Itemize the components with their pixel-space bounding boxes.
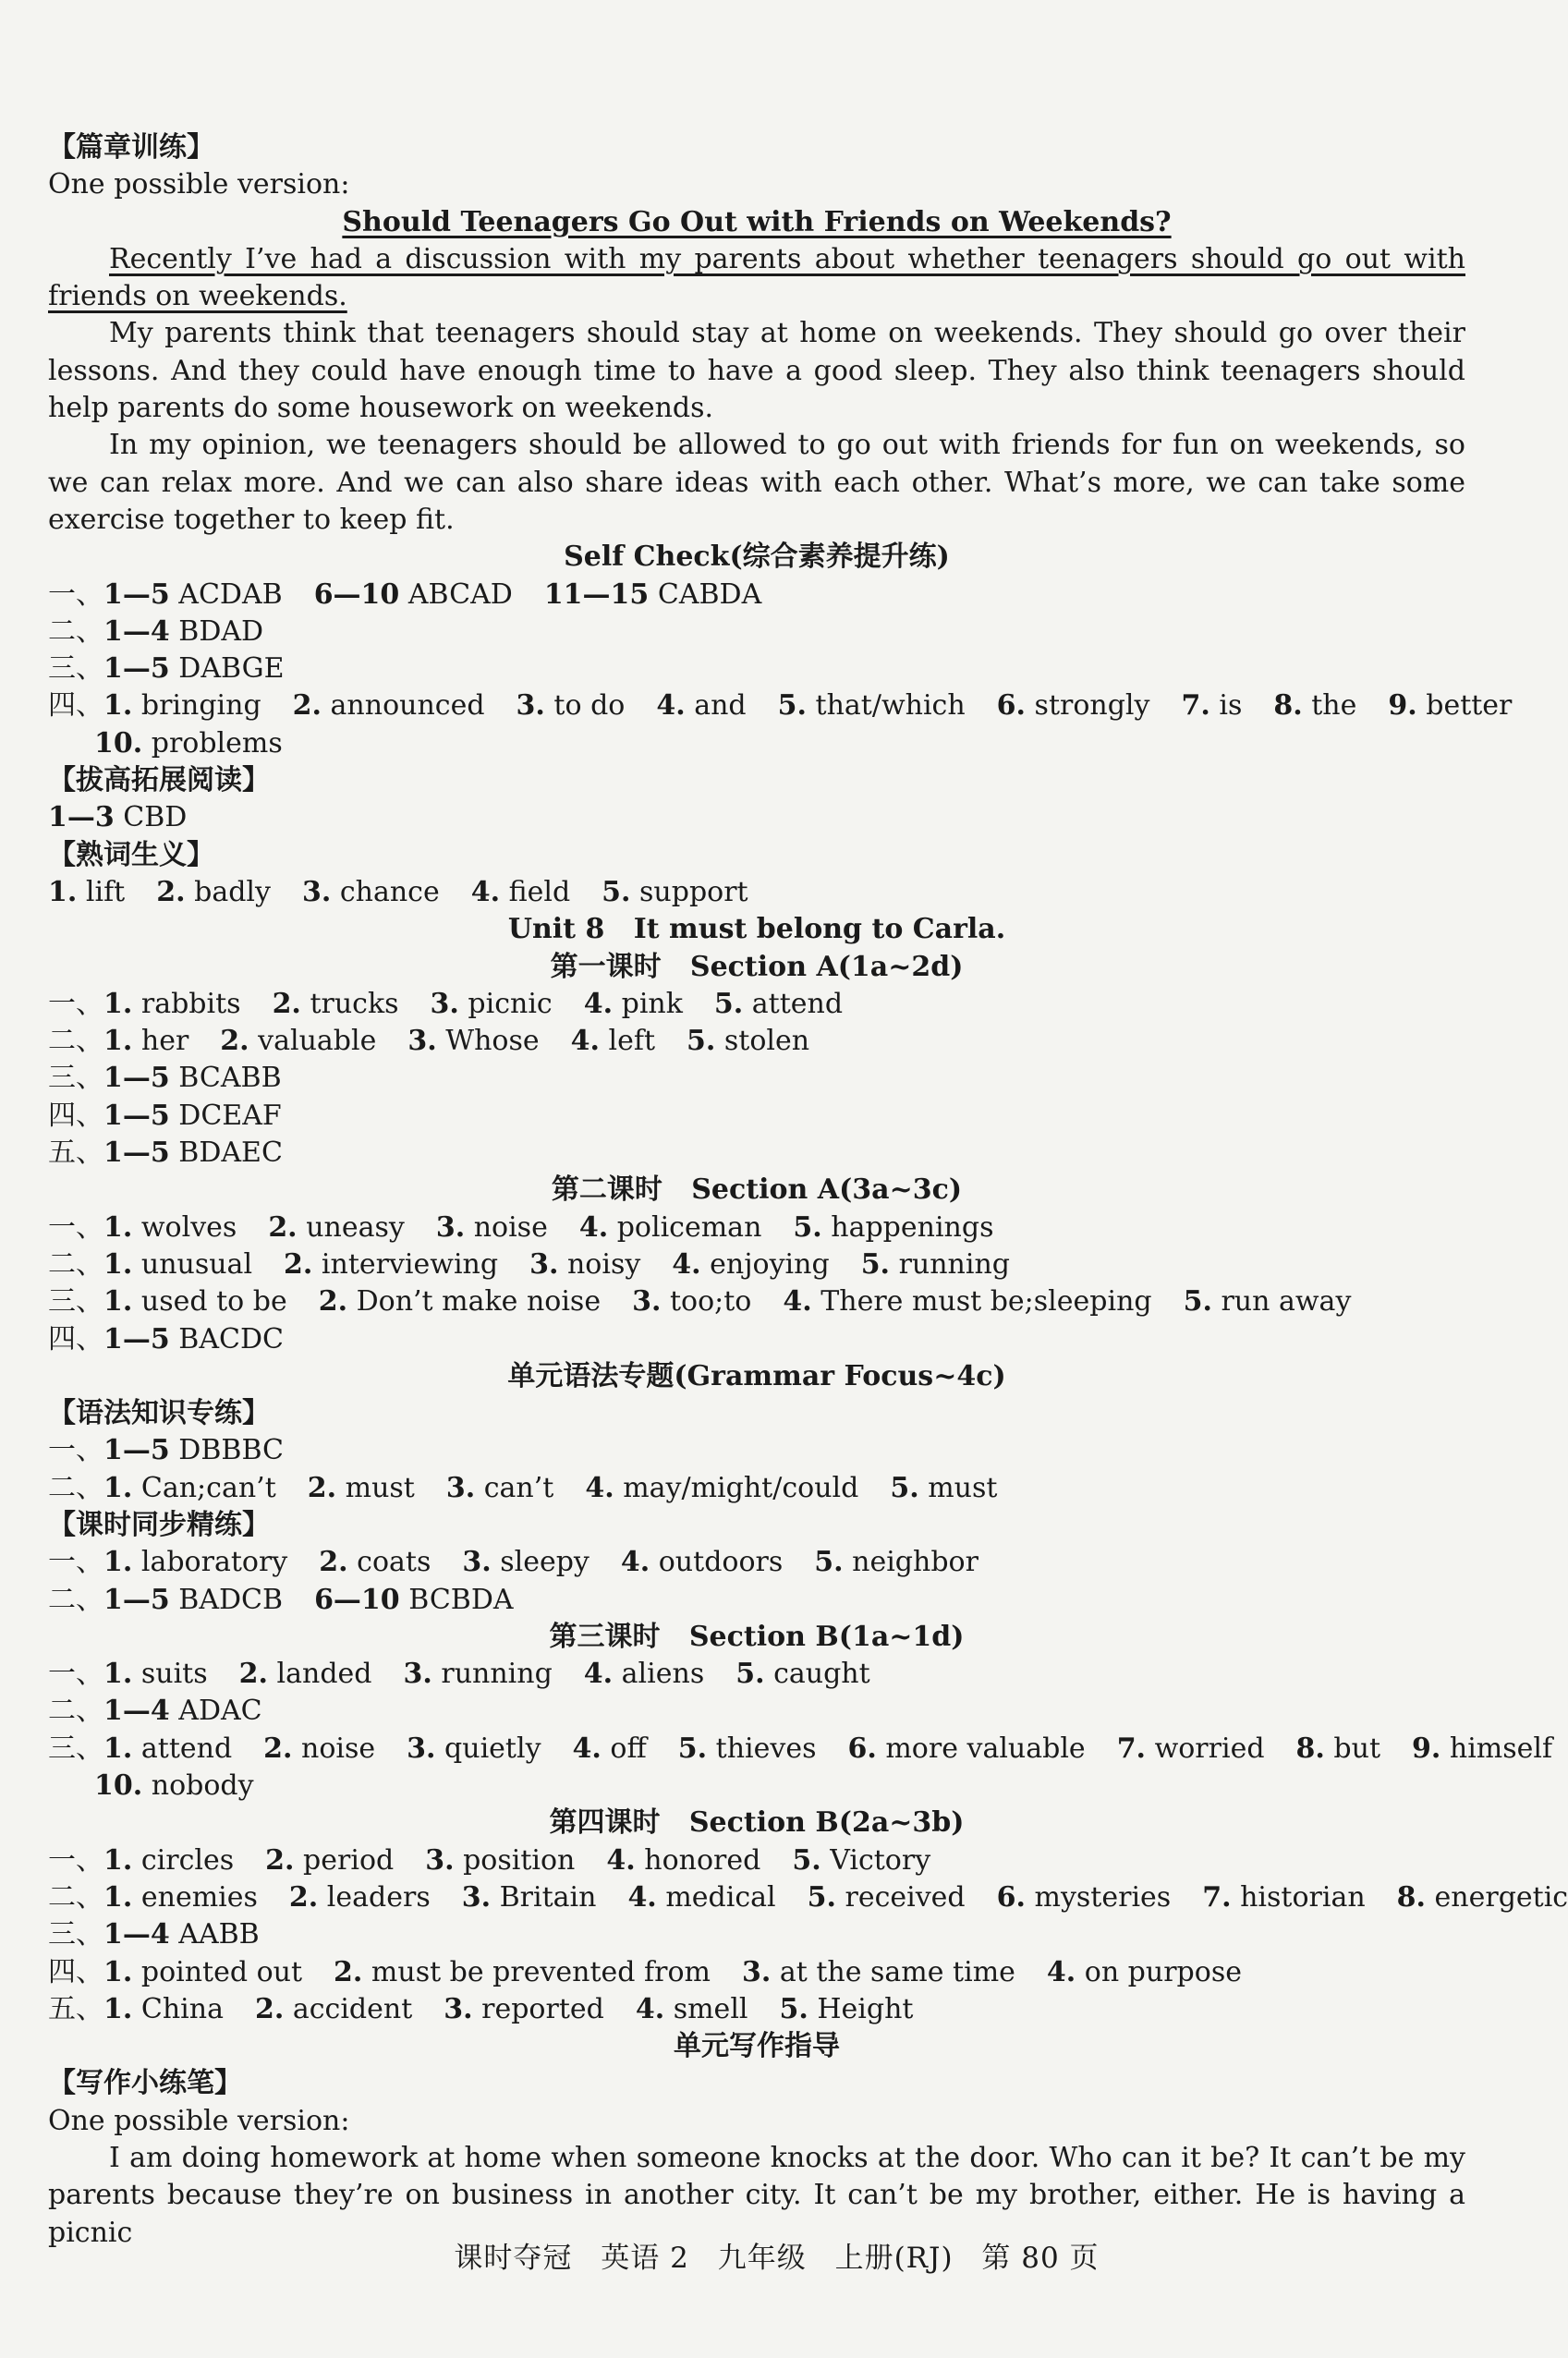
lesson-3-part-1: 一、1. suits 2. landed 3. running 4. aliens 5. caught bbox=[48, 1658, 870, 1691]
footer-book: 课时夺冠 bbox=[454, 2242, 573, 2275]
writing-paragraph-1: I am doing homework at home when someone knocks at the door. Who can it be? It can’t be my parents because they’re on business in another city. It can’t be my brother, either. He is having a picnic bbox=[48, 2142, 1465, 2249]
footer-subject: 英语 2 bbox=[601, 2242, 689, 2275]
writing-title: 单元写作指导 bbox=[674, 2030, 840, 2063]
lesson-1-title: 第一课时 Section A(1a~2d) bbox=[550, 950, 964, 983]
lesson-4-part-1: 一、1. circles 2. period 3. position 4. honored 5. Victory bbox=[48, 1843, 931, 1877]
lesson-1-part-2: 二、1. her 2. valuable 3. Whose 4. left 5. stolen bbox=[48, 1025, 810, 1058]
footer-grade: 九年级 bbox=[717, 2242, 807, 2275]
lesson-1-part-1: 一、1. rabbits 2. trucks 3. picnic 4. pink 5. attend bbox=[48, 987, 844, 1020]
lesson-2-part-2: 二、1. unusual 2. interviewing 3. noisy 4. enjoying 5. running bbox=[48, 1247, 1010, 1281]
essay-intro: One possible version: bbox=[48, 168, 350, 201]
section-header-shuci: 【熟词生义】 bbox=[48, 838, 214, 871]
yufa-part-2: 二、1. Can;can’t 2. must 3. can’t 4. may/might/could 5. must bbox=[48, 1471, 998, 1504]
lesson-3-part-3: 三、1. attend 2. noise 3. quietly 4. off 5. thieves 6. more valuable 7. worried 8. but 9. himself bbox=[48, 1732, 1553, 1765]
shuci-answers: 1. lift 2. badly 3. chance 4. field 5. support bbox=[48, 875, 748, 908]
keshi-part-1: 一、1. laboratory 2. coats 3. sleepy 4. outdoors 5. neighbor bbox=[48, 1546, 978, 1579]
essay-title: Should Teenagers Go Out with Friends on Weekends? bbox=[342, 205, 1172, 238]
yufa-part-1: 一、1—5 DBBBC bbox=[48, 1434, 284, 1467]
lesson-1-part-3: 三、1—5 BCABB bbox=[48, 1062, 282, 1095]
essay-paragraph-1: Recently I’ve had a discussion with my parents about whether teenagers should go out with friends on weekends. bbox=[48, 242, 1465, 313]
lesson-2-title: 第二课时 Section A(3a~3c) bbox=[551, 1173, 963, 1207]
section-header-bagao: 【拔高拓展阅读】 bbox=[48, 764, 270, 797]
essay-paragraph-3: In my opinion, we teenagers should be allowed to go out with friends for fun on weekends, so we can relax more. And we can also share ideas with each other. What’s more, we can take some exercise together to keep fit. bbox=[48, 429, 1465, 536]
self-check-part-3: 三、1—5 DABGE bbox=[48, 652, 285, 686]
section-header-xiezuo: 【写作小练笔】 bbox=[48, 2067, 242, 2100]
self-check-part-2: 二、1—4 BDAD bbox=[48, 614, 264, 648]
lesson-2-part-1: 一、1. wolves 2. uneasy 3. noise 4. policeman 5. happenings bbox=[48, 1210, 994, 1244]
lesson-2-part-3: 三、1. used to be 2. Don’t make noise 3. too;to 4. There must be;sleeping 5. run away bbox=[48, 1285, 1352, 1319]
lesson-2-part-4: 四、1—5 BACDC bbox=[48, 1322, 284, 1355]
footer-page-number: 第 80 页 bbox=[981, 2242, 1100, 2275]
grammar-title: 单元语法专题(Grammar Focus~4c) bbox=[507, 1359, 1006, 1392]
footer-volume: 上册(RJ) bbox=[834, 2242, 954, 2275]
self-check-part-4-cont: 10. problems bbox=[94, 726, 283, 760]
lesson-4-part-3: 三、1—4 AABB bbox=[48, 1918, 260, 1951]
self-check-part-1: 一、1—5 ACDAB 6—10 ABCAD 11—15 CABDA bbox=[48, 577, 762, 611]
section-header-pianzhang: 【篇章训练】 bbox=[48, 131, 214, 164]
lesson-4-part-4: 四、1. pointed out 2. must be prevented from 3. at the same time 4. on purpose bbox=[48, 1955, 1242, 1988]
bagao-answers: 1—3 CBD bbox=[48, 801, 188, 834]
section-header-yufa: 【语法知识专练】 bbox=[48, 1397, 270, 1430]
lesson-1-part-5: 五、1—5 BDAEC bbox=[48, 1136, 283, 1170]
lesson-4-part-2: 二、1. enemies 2. leaders 3. Britain 4. medical 5. received 6. mysteries 7. historian 8. energetic bbox=[48, 1880, 1568, 1914]
unit-title: Unit 8 It must belong to Carla. bbox=[507, 913, 1006, 946]
section-header-keshi: 【课时同步精练】 bbox=[48, 1508, 270, 1541]
lesson-3-title: 第三课时 Section B(1a~1d) bbox=[549, 1620, 965, 1653]
lesson-4-title: 第四课时 Section B(2a~3b) bbox=[549, 1806, 965, 1840]
lesson-3-part-3-cont: 10. nobody bbox=[94, 1769, 254, 1803]
writing-intro: One possible version: bbox=[48, 2104, 350, 2137]
essay-paragraph-2: My parents think that teenagers should stay at home on weekends. They should go over their lessons. And they could have enough time to have a good sleep. They also think teenagers should help parents do some housework on weekends. bbox=[48, 317, 1465, 425]
lesson-3-part-2: 二、1—4 ADAC bbox=[48, 1695, 262, 1728]
self-check-title: Self Check(综合素养提升练) bbox=[564, 541, 950, 574]
lesson-4-part-5: 五、1. China 2. accident 3. reported 4. smell 5. Height bbox=[48, 1992, 914, 2025]
self-check-part-4: 四、1. bringing 2. announced 3. to do 4. and 5. that/which 6. strongly 7. is 8. the 9. better bbox=[48, 689, 1513, 723]
lesson-1-part-4: 四、1—5 DCEAF bbox=[48, 1099, 282, 1132]
page-footer bbox=[0, 2234, 1553, 2276]
keshi-part-2: 二、1—5 BADCB 6—10 BCBDA bbox=[48, 1583, 514, 1616]
